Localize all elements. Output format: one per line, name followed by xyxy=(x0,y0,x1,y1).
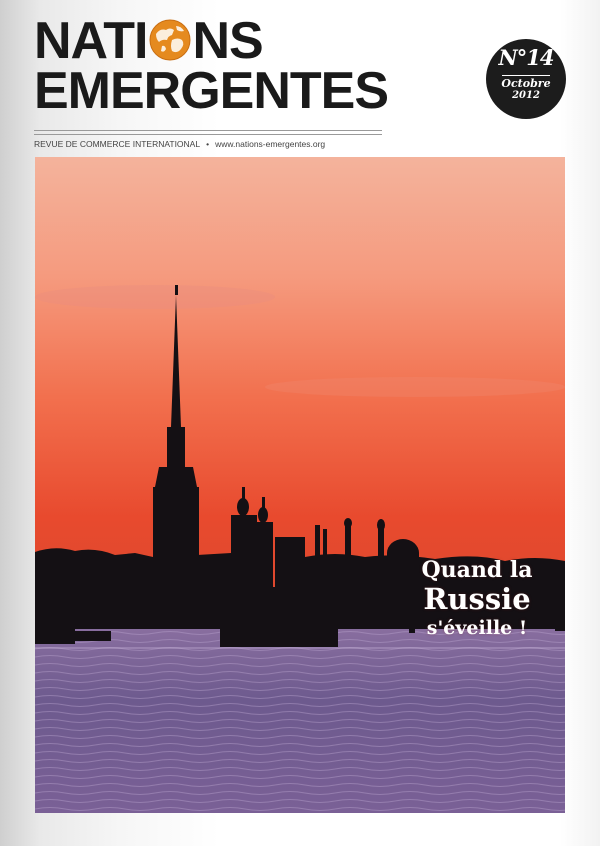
magazine-title-line2: EMERGENTES xyxy=(34,62,389,120)
issue-divider xyxy=(502,75,550,76)
cover-headline xyxy=(412,557,542,641)
masthead-rule-top xyxy=(34,130,382,131)
headline-line1: Quand la xyxy=(421,557,533,583)
headline-line2: Russie xyxy=(423,582,531,616)
issue-month: Octobre xyxy=(501,77,551,90)
globe-icon xyxy=(148,18,192,62)
tagline-text: REVUE DE COMMERCE INTERNATIONAL xyxy=(34,139,201,149)
issue-badge xyxy=(486,39,566,119)
masthead-rule-bottom xyxy=(34,134,382,135)
headline-line3: s'éveille ! xyxy=(426,617,528,639)
cover-photo xyxy=(35,157,565,813)
website-link[interactable]: www.nations-emergentes.org xyxy=(215,139,326,149)
issue-year: 2012 xyxy=(512,90,540,101)
masthead xyxy=(34,12,389,120)
magazine-title-line1 xyxy=(34,12,384,70)
title-part1: NATI xyxy=(34,12,148,70)
title-part2: NS xyxy=(192,12,263,70)
issue-number: N°14 xyxy=(498,45,554,70)
tagline xyxy=(34,139,325,149)
sunset-skyline-image xyxy=(35,157,565,813)
tagline-separator: • xyxy=(206,139,210,149)
